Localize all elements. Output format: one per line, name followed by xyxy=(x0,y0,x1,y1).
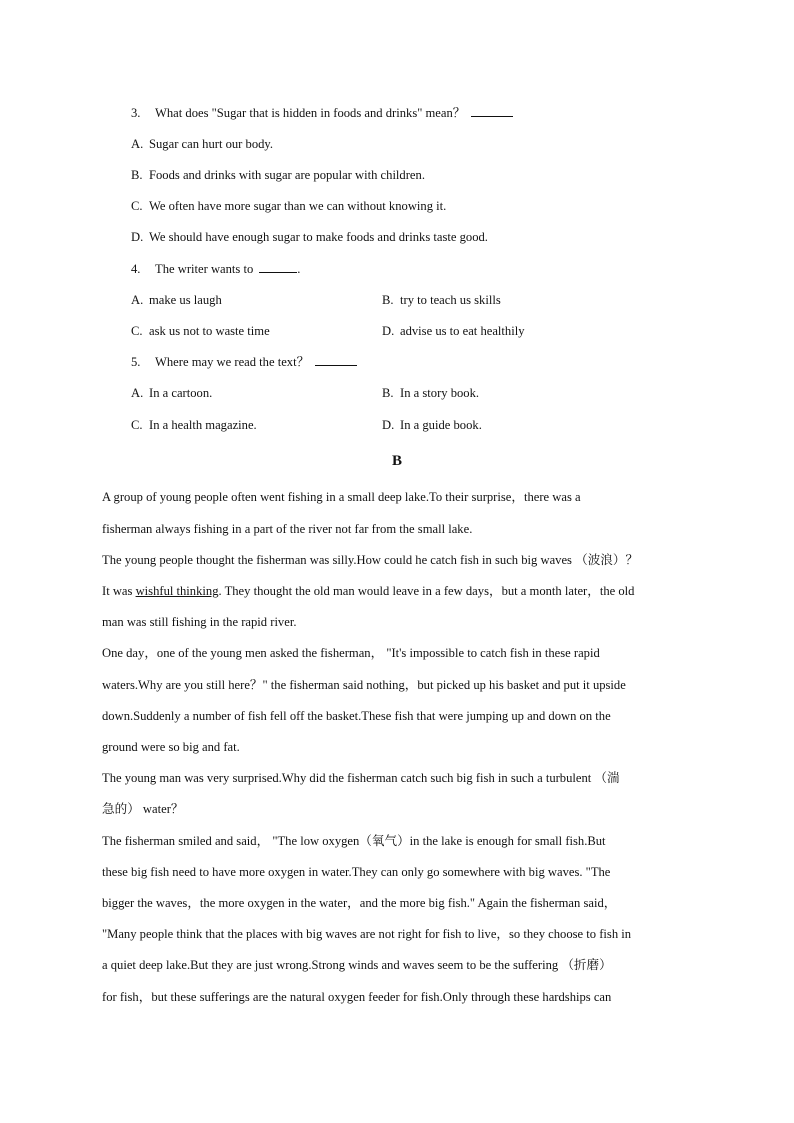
underlined-phrase: wishful thinking xyxy=(135,584,219,598)
question-suffix: . xyxy=(297,262,301,276)
passage-line: these big fish need to have more oxygen in water.They can only go somewhere with big waves. "The xyxy=(102,865,611,879)
passage-line: A group of young people often went fishing in a small deep lake.To their surprise，there was a xyxy=(102,490,581,504)
section-heading: B xyxy=(391,453,402,469)
question-number: 3. xyxy=(131,106,141,120)
option-3a xyxy=(131,136,273,152)
passage-line: The fisherman smiled and said， "The low oxygen（氧气）in the lake is enough for small fish.But xyxy=(102,834,606,848)
option-4b xyxy=(382,292,501,308)
passage-line: bigger the waves，the more oxygen in the water，and the more big fish." Again the fisherman said， xyxy=(102,896,617,910)
option-letter: A. xyxy=(131,386,144,400)
question-text: Where may we read the text？ xyxy=(155,355,310,369)
passage-line: fisherman always fishing in a part of the river not far from the small lake. xyxy=(102,522,473,536)
option-letter: A. xyxy=(131,137,144,151)
option-letter: D. xyxy=(131,230,144,244)
option-4c xyxy=(131,323,270,339)
question-4 xyxy=(131,261,300,277)
option-letter: D. xyxy=(382,418,395,432)
option-text: In a guide book. xyxy=(400,418,482,432)
question-text: What does "Sugar that is hidden in foods and drinks" mean？ xyxy=(155,106,466,120)
passage-text: It was xyxy=(102,584,136,598)
answer-blank[interactable] xyxy=(259,261,297,273)
passage-line: for fish，but these sufferings are the natural oxygen feeder for fish.Only through these hardships can xyxy=(102,990,612,1004)
option-5a xyxy=(131,385,212,401)
option-5c xyxy=(131,417,257,433)
question-text: The writer wants to xyxy=(155,262,254,276)
option-letter: B. xyxy=(382,293,394,307)
question-number: 4. xyxy=(131,262,141,276)
passage-line: man was still fishing in the rapid river. xyxy=(102,615,297,629)
passage-line: ground were so big and fat. xyxy=(102,740,240,754)
question-5 xyxy=(131,354,357,370)
option-3b xyxy=(131,167,425,183)
option-text: In a health magazine. xyxy=(149,418,257,432)
option-text: ask us not to waste time xyxy=(149,324,270,338)
answer-blank[interactable] xyxy=(315,354,357,366)
passage-line: down.Suddenly a number of fish fell off the basket.These fish that were jumping up and down on the xyxy=(102,709,611,723)
question-3 xyxy=(131,105,513,121)
option-text: In a story book. xyxy=(400,386,480,400)
question-number: 5. xyxy=(131,355,141,369)
option-letter: D. xyxy=(382,324,395,338)
answer-blank[interactable] xyxy=(471,105,513,117)
option-letter: B. xyxy=(382,386,394,400)
option-letter: C. xyxy=(131,418,143,432)
option-text: We often have more sugar than we can without knowing it. xyxy=(149,199,447,213)
passage-text: . They thought the old man would leave in a few days，but a month later，the old xyxy=(218,584,635,598)
option-5b xyxy=(382,385,479,401)
option-4d xyxy=(382,323,525,339)
passage-line xyxy=(102,583,634,599)
option-letter: B. xyxy=(131,168,143,182)
passage-line: The young people thought the fisherman was silly.How could he catch fish in such big waves （波浪）？ xyxy=(102,553,639,567)
option-letter: C. xyxy=(131,199,143,213)
option-text: In a cartoon. xyxy=(149,386,213,400)
option-text: Foods and drinks with sugar are popular with children. xyxy=(149,168,425,182)
option-text: Sugar can hurt our body. xyxy=(149,137,274,151)
passage-line: a quiet deep lake.But they are just wrong.Strong winds and waves seem to be the suffering （折磨） xyxy=(102,958,612,972)
option-text: advise us to eat healthily xyxy=(400,324,525,338)
passage-line: 急的） water？ xyxy=(102,802,184,816)
option-5d xyxy=(382,417,482,433)
option-letter: C. xyxy=(131,324,143,338)
passage-line: The young man was very surprised.Why did the fisherman catch such big fish in such a turbulent （湍 xyxy=(102,771,620,785)
passage-line: waters.Why are you still here？" the fisherman said nothing，but picked up his basket and put it upside xyxy=(102,678,626,692)
passage-line: One day，one of the young men asked the fisherman， "It's impossible to catch fish in these rapid xyxy=(102,646,600,660)
option-text: We should have enough sugar to make foods and drinks taste good. xyxy=(149,230,488,244)
option-3c xyxy=(131,198,446,214)
option-text: try to teach us skills xyxy=(400,293,501,307)
option-text: make us laugh xyxy=(149,293,222,307)
option-4a xyxy=(131,292,222,308)
option-3d xyxy=(131,229,488,245)
option-letter: A. xyxy=(131,293,144,307)
passage-line: "Many people think that the places with big waves are not right for fish to live，so they choose to fish in xyxy=(102,927,632,941)
